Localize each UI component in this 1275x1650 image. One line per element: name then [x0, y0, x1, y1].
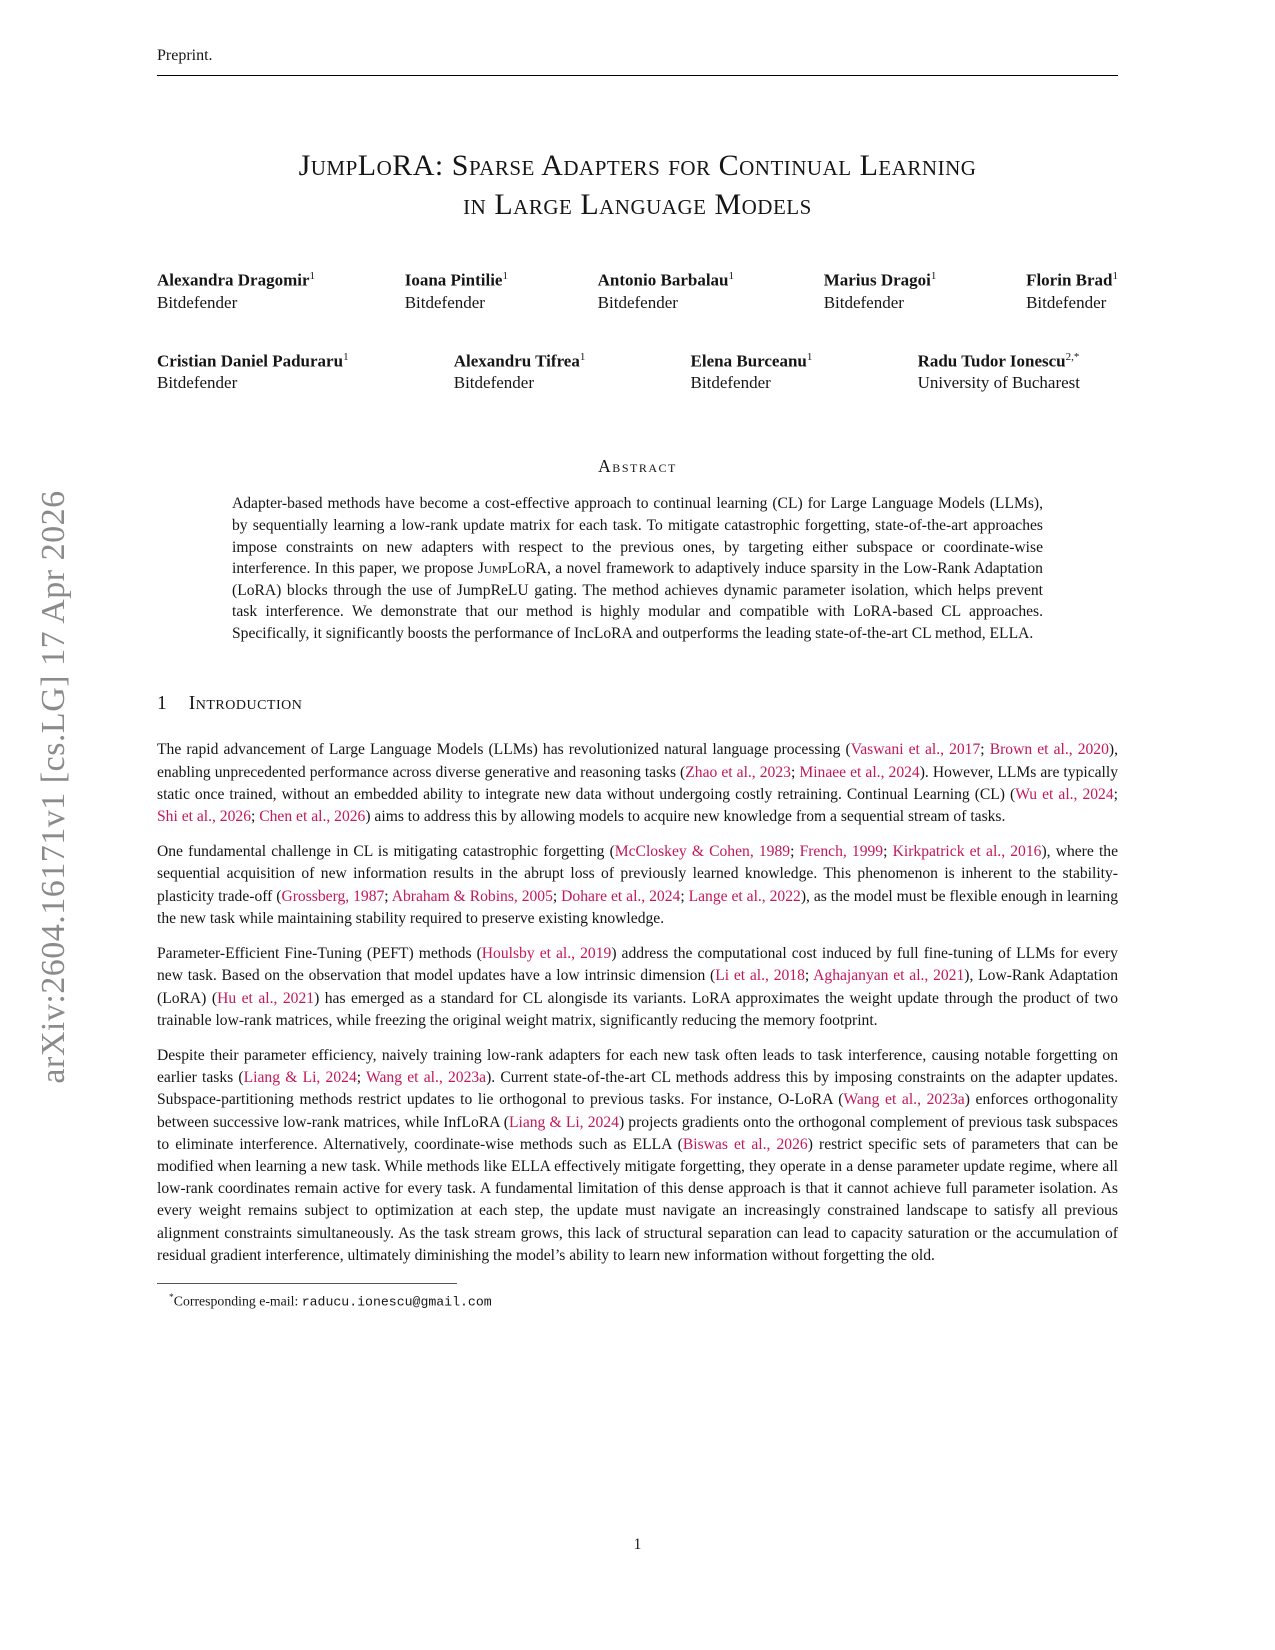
- authors-row-2: [157, 347, 1118, 395]
- citation-link[interactable]: Liang & Li, 2024: [243, 1069, 357, 1087]
- author-name: Radu Tudor Ionescu$^{2,*}$: [917, 350, 1080, 371]
- citation-link[interactable]: Kirkpatrick et al., 2016: [892, 843, 1042, 861]
- body-text: ) enforces orthogonality between successive low-rank matrices, while InfLoRA (: [157, 1091, 1119, 1131]
- author-name: Elena Burceanu$^1$: [690, 350, 813, 371]
- author-superscript: 1: [579, 350, 586, 363]
- author-superscript: 1: [806, 350, 813, 363]
- body-text: ). However, LLMs are typically static once trained, without an embedded ability to integrate new data without undergoing costly retraining. Continual Learning (CL) (: [157, 763, 1118, 803]
- paper-title-line2: in Large Language Models: [463, 188, 812, 221]
- citation-link[interactable]: Hu et al., 2021: [217, 989, 315, 1007]
- body-text: ) address the computational cost induced by full fine-tuning of LLMs for every new task. Based on the observation that model updates have a low intrinsic dimension (: [157, 945, 1118, 985]
- citation-link[interactable]: Wu et al., 2024: [1015, 785, 1114, 803]
- author-affiliation: Bitdefender: [404, 292, 485, 312]
- body-text: ), enabling unprecedented performance across diverse generative and reasoning tasks (: [157, 741, 1118, 781]
- author-name: Alexandru Tifrea$^1$: [453, 350, 586, 371]
- author-affiliation: Bitdefender: [157, 292, 238, 312]
- author-superscript: 1: [502, 270, 508, 282]
- citation-link[interactable]: Vaswani et al., 2017: [850, 741, 981, 759]
- body-text: , a novel framework to adaptively induce sparsity in the Low-Rank Adaptation (LoRA) blocks through the use of JumpReLU gating. The method achieves dynamic parameter isolation, which helps prevent task interference. We demonstrate that our method is highly modular and compatible with LoRA-based CL approaches. Specifically, it significantly boosts the performance of IncLoRA and outperforms the leading state-of-the-art CL method, ELLA.: [232, 560, 1043, 642]
- author-block: [157, 347, 349, 395]
- author-superscript: 1: [930, 270, 937, 282]
- citation-link[interactable]: Wang et al., 2023a: [366, 1069, 487, 1087]
- author-block: [598, 266, 734, 314]
- corresponding-author-footnote: [157, 1289, 1118, 1312]
- author-superscript: 1: [1112, 270, 1118, 282]
- paper-content: [157, 0, 1118, 1312]
- author-name: Ioana Pintilie$^1$: [404, 270, 508, 290]
- body-text: Despite their parameter efficiency, naively training low-rank adapters for each new task often leads to task interference, causing notable forgetting on earlier tasks (: [157, 1046, 1118, 1087]
- preprint-label: Preprint.: [157, 47, 213, 64]
- intro-paragraph-1: [157, 739, 1118, 828]
- body-text: ). Current state-of-the-art CL methods address this by imposing constraints on the adapter updates. Subspace-partitioning methods restrict updates to lie orthogonal to previous tasks. For instance, O-LoRA (: [157, 1069, 1119, 1109]
- citation-link[interactable]: Houlsby et al., 2019: [481, 945, 612, 963]
- body-text: ;: [356, 1069, 367, 1087]
- citation-link[interactable]: Dohare et al., 2024: [561, 887, 681, 905]
- author-superscript: 2,*: [1065, 350, 1080, 363]
- author-name: Marius Dragoi$^1$: [823, 270, 937, 290]
- body-text: ) has emerged as a standard for CL alongisde its variants. LoRA approximates the weight update through the product of two trainable low-rank matrices, while freezing the original weight matrix, significantly reducing the memory footprint.: [157, 989, 1118, 1029]
- page-number: 1: [633, 1536, 642, 1553]
- citation-link[interactable]: Minaee et al., 2024: [799, 763, 920, 781]
- author-block: [405, 266, 508, 314]
- body-text: The rapid advancement of Large Language Models (LLMs) has revolutionized natural language processing (: [157, 741, 851, 759]
- author-affiliation: University of Bucharest: [917, 373, 1080, 393]
- arxiv-watermark: arXiv:2604.16171v1 [cs.LG] 17 Apr 2026: [35, 490, 72, 1084]
- body-text: One fundamental challenge in CL is mitigating catastrophic forgetting (: [157, 843, 615, 861]
- author-affiliation: Bitdefender: [157, 373, 238, 393]
- citation-link[interactable]: Grossberg, 1987: [281, 887, 385, 905]
- body-text: ) aims to address this by allowing models to acquire new knowledge from a sequential stream of tasks.: [365, 808, 1006, 826]
- body-text: ;: [1113, 785, 1118, 803]
- body-text: ;: [804, 967, 814, 985]
- author-block: [1026, 266, 1118, 314]
- author-block: [157, 266, 315, 314]
- body-text: ;: [552, 887, 562, 905]
- citation-link[interactable]: Aghajanyan et al., 2021: [813, 967, 965, 985]
- citation-link[interactable]: Li et al., 2018: [715, 967, 805, 985]
- header-rule: [157, 75, 1118, 76]
- citation-link[interactable]: Brown et al., 2020: [989, 741, 1109, 759]
- body-text: ;: [980, 741, 990, 759]
- body-text: ;: [790, 763, 800, 781]
- author-block: [824, 266, 937, 314]
- body-text: ) projects gradients onto the orthogonal complement of previous task subspaces to eliminate interference. Alternatively, coordinate-wise methods such as ELLA (: [157, 1113, 1118, 1153]
- footnote-rule: [157, 1283, 457, 1284]
- body-text: Adapter-based methods have become a cost-effective approach to continual learning (CL) for Large Language Models (LLMs), by sequentially learning a low-rank update matrix for each task. To mitigate catastrophic forgetting, state-of-the-art approaches impose constraints on new adapters with respect to the previous ones, by targeting either subspace or coordinate-wise interference. In this paper, we propose: [232, 495, 1043, 578]
- author-block: [918, 347, 1080, 395]
- author-affiliation: Bitdefender: [1026, 292, 1107, 312]
- citation-link[interactable]: Biswas et al., 2026: [682, 1135, 808, 1153]
- citation-link[interactable]: Zhao et al., 2023: [685, 763, 791, 781]
- citation-link[interactable]: McCloskey & Cohen, 1989: [614, 843, 791, 861]
- footnote-marker: *: [169, 1292, 174, 1303]
- body-text: ;: [790, 843, 800, 861]
- abstract-text: [157, 493, 1118, 644]
- intro-paragraph-2: [157, 841, 1118, 930]
- body-text: ), Low-Rank Adaptation (LoRA) (: [157, 967, 1119, 1007]
- citation-link[interactable]: Chen et al., 2026: [259, 808, 366, 826]
- citation-link[interactable]: Wang et al., 2023a: [843, 1091, 965, 1109]
- body-text: Parameter-Efficient Fine-Tuning (PEFT) methods (: [157, 945, 482, 963]
- body-text: ;: [384, 887, 392, 905]
- footnote-email[interactable]: raducu.ionescu@gmail.com: [301, 1294, 492, 1310]
- author-affiliation: Bitdefender: [823, 292, 904, 312]
- body-text: ;: [251, 808, 260, 826]
- section-title: Introduction: [188, 693, 303, 715]
- author-block: [691, 347, 813, 395]
- body-text: ) restrict specific sets of parameters that can be modified when learning a new task. While methods like ELLA effectively mitigate forgetting, they operate in a dense parameter update regime, where all low-rank coordinates remain active for every task. A fundamental limitation of this dense approach is that it cannot achieve full parameter isolation. As every weight remains subject to optimization at each step, the update must navigate an increasingly constrained landscape to satisfy all previous alignment constraints simultaneously. As the task stream grows, this lack of structural separation can lead to capacity saturation or the accumulation of residual gradient interference, ultimately diminishing the model’s ability to learn new information without forgetting the old.: [157, 1135, 1118, 1264]
- smallcaps-text: JumpLoRA: [477, 560, 547, 578]
- author-affiliation: Bitdefender: [690, 373, 771, 393]
- author-affiliation: Bitdefender: [597, 292, 678, 312]
- abstract-heading: Abstract: [598, 456, 677, 477]
- author-name: Alexandra Dragomir$^1$: [157, 270, 316, 290]
- section-number: 1: [157, 693, 167, 715]
- authors-row-1: [157, 266, 1118, 314]
- author-superscript: 1: [309, 270, 316, 282]
- footnote-label: Corresponding e-mail:: [173, 1293, 302, 1309]
- author-name: Florin Brad$^1$: [1026, 270, 1118, 290]
- author-superscript: 1: [343, 350, 349, 363]
- intro-paragraph-3: [157, 943, 1118, 1032]
- paper-title-line1: JumpLoRA: Sparse Adapters for Continual Learning: [298, 149, 977, 182]
- intro-paragraph-4: [157, 1045, 1118, 1267]
- author-name: Antonio Barbalau$^1$: [597, 270, 734, 290]
- citation-link[interactable]: French, 1999: [799, 843, 884, 861]
- citation-link[interactable]: Shi et al., 2026: [157, 808, 251, 826]
- citation-link[interactable]: Liang & Li, 2024: [508, 1113, 619, 1131]
- paper-title: [157, 146, 1118, 224]
- author-superscript: 1: [728, 270, 734, 282]
- citation-link[interactable]: Lange et al., 2022: [688, 887, 801, 905]
- body-text: ;: [883, 843, 893, 861]
- body-text: ), as the model must be flexible enough in learning the new task while maintaining stability required to preserve existing knowledge.: [157, 887, 1119, 927]
- author-block: [454, 347, 586, 395]
- body-text: ), where the sequential acquisition of new information results in the abrupt loss of previously learned knowledge. This phenomenon is inherent to the stability-plasticity trade-off (: [157, 843, 1118, 905]
- author-affiliation: Bitdefender: [453, 373, 534, 393]
- body-text: ;: [680, 887, 689, 905]
- citation-link[interactable]: Abraham & Robins, 2005: [391, 887, 553, 905]
- section-heading-introduction: [157, 693, 1118, 715]
- author-name: Cristian Daniel Paduraru$^1$: [157, 350, 349, 371]
